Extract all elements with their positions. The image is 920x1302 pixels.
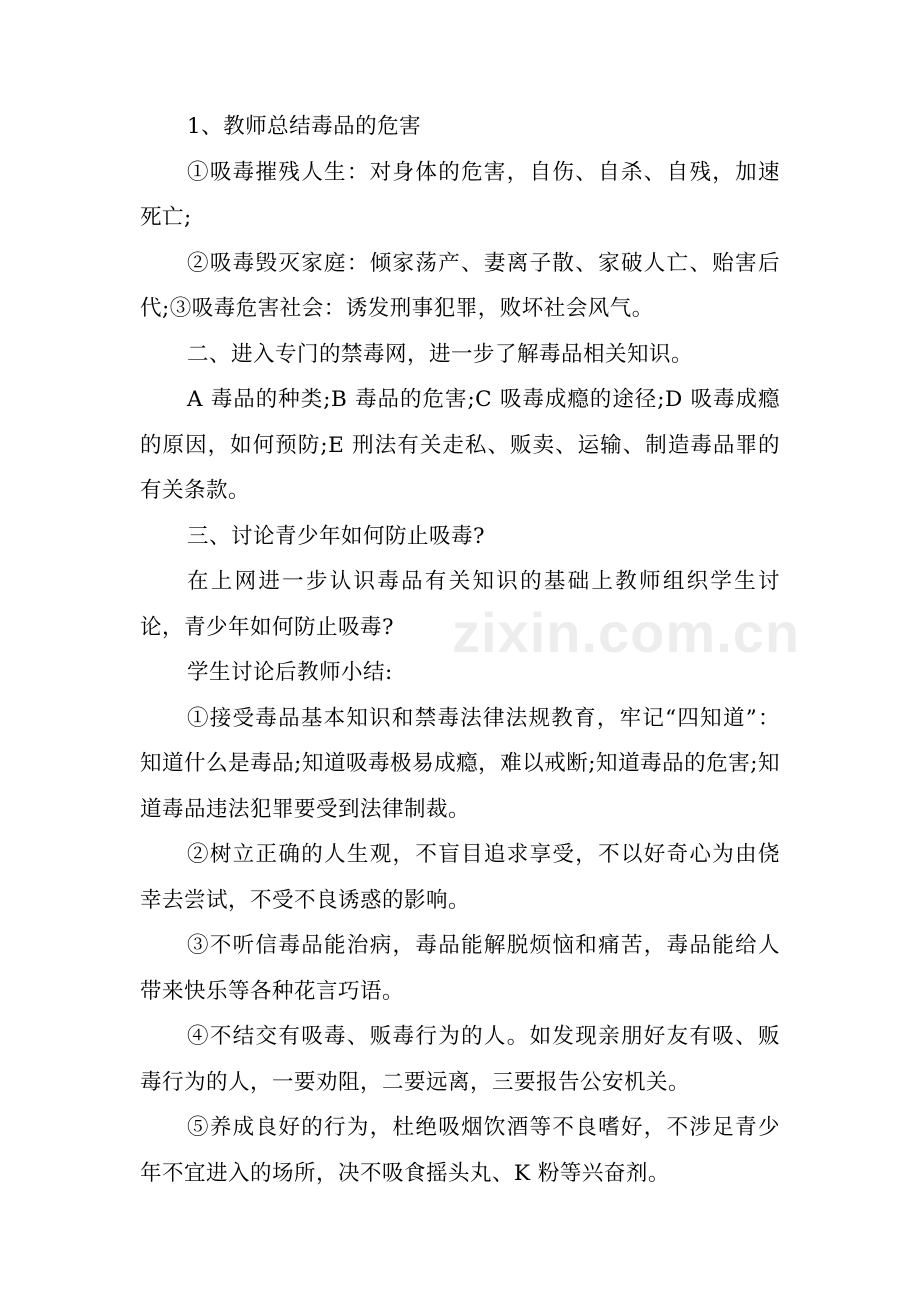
paragraph-harm-family-society: ②吸毒毁灭家庭：倾家荡产、妻离子散、家破人亡、贻害后代;③吸毒危害社会：诱发刑事犯罪，败坏社会风气。 (140, 250, 780, 321)
paragraph-point-three: ③不听信毒品能治病，毒品能解脱烦恼和痛苦，毒品能给人带来快乐等各种花言巧语。 (140, 933, 780, 1004)
paragraph-topics-list: A 毒品的种类;B 毒品的危害;C 吸毒成瘾的途径;D 吸毒成瘾的原因，如何预防;E 刑法有关走私、贩卖、运输、制造毒品罪的有关条款。 (140, 387, 780, 503)
paragraph-teacher-summary-label: 学生讨论后教师小结: (187, 660, 393, 685)
paragraph-harm-life: ①吸毒摧残人生：对身体的危害，自伤、自杀、自残，加速死亡; (140, 159, 780, 230)
document-body (140, 104, 780, 1196)
watermark: zixin.com.cn (452, 601, 801, 664)
paragraph-point-two: ②树立正确的人生观，不盲目追求享受，不以好奇心为由侥幸去尝试，不受不良诱惑的影响。 (140, 842, 780, 913)
paragraph-discussion-intro: 在上网进一步认识毒品有关知识的基础上教师组织学生讨论，青少年如何防止吸毒? (140, 569, 780, 640)
paragraph-section-two-heading: 二、进入专门的禁毒网，进一步了解毒品相关知识。 (187, 341, 694, 367)
paragraph-point-one: ①接受毒品基本知识和禁毒法律法规教育，牢记“四知道”：知道什么是毒品;知道吸毒极易成瘾，难以戒断;知道毒品的危害;知道毒品违法犯罪要受到法律制裁。 (140, 705, 780, 822)
paragraph-section-three-heading: 三、讨论青少年如何防止吸毒? (187, 523, 486, 549)
paragraph-summary-heading: 1、教师总结毒品的危害 (187, 114, 422, 139)
paragraph-point-five: ⑤养成良好的行为，杜绝吸烟饮酒等不良嗜好，不涉足青少年不宜进入的场所，决不吸食摇头丸、K 粉等兴奋剂。 (140, 1115, 780, 1186)
paragraph-point-four: ④不结交有吸毒、贩毒行为的人。如发现亲朋好友有吸、贩毒行为的人，一要劝阻，二要远离，三要报告公安机关。 (140, 1024, 780, 1095)
